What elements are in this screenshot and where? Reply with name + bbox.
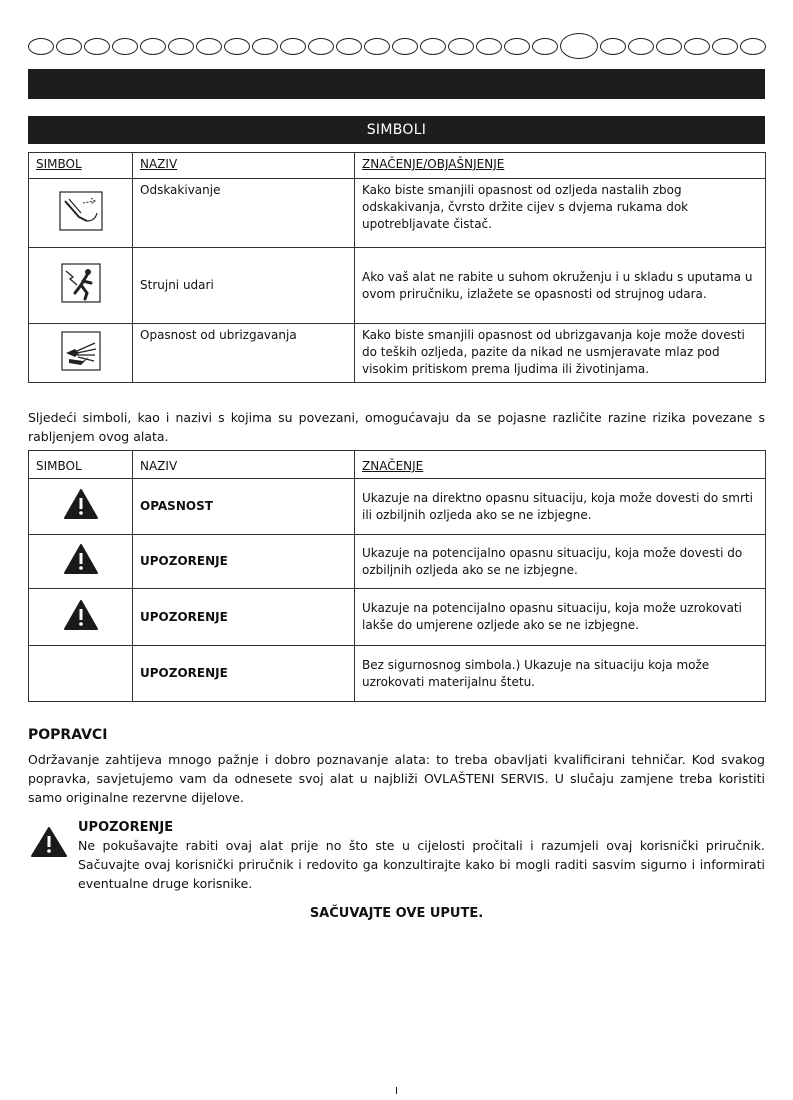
- language-oval: [532, 38, 558, 55]
- language-oval: [336, 38, 362, 55]
- table-row: [29, 479, 766, 535]
- signal-word: UPOZORENJE: [133, 535, 355, 589]
- symbol-name: Strujni udari: [133, 248, 355, 324]
- language-oval: [656, 38, 682, 55]
- language-tab-ovals: [28, 38, 766, 58]
- symbol-cell: [29, 324, 133, 383]
- page-number: I: [395, 1086, 398, 1097]
- signal-meaning: Ukazuje na direktno opasnu situaciju, koja može dovesti do smrti ili ozbiljnih ozljeda ako se ne izbjegne.: [355, 479, 766, 535]
- symbol-cell: [29, 179, 133, 248]
- language-oval: [448, 38, 474, 55]
- symbol-cell: [29, 589, 133, 646]
- language-oval: [112, 38, 138, 55]
- warning-triangle-icon: [63, 543, 99, 575]
- language-oval: [224, 38, 250, 55]
- warning-text: Ne pokušavajte rabiti ovaj alat prije no što ste u cijelosti pročitali i razumjeli ovaj korisnički priručnik. Sačuvajte ovaj korisnički priručnik i redovito ga konzultirajte kako bi mogli raditi sasvim sigurno i informirati eventualne druge korisnike.: [78, 838, 765, 891]
- language-oval: [308, 38, 334, 55]
- language-oval: [476, 38, 502, 55]
- signal-meaning: Ukazuje na potencijalno opasnu situaciju, koja može uzrokovati lakše do umjerene ozljede ako se ne izbjegne.: [355, 589, 766, 646]
- injection-hazard-icon: [61, 331, 101, 371]
- language-oval: [364, 38, 390, 55]
- table-row: [29, 324, 766, 383]
- language-oval: [56, 38, 82, 55]
- language-oval: [168, 38, 194, 55]
- table-header-row: [29, 153, 766, 179]
- signal-word: OPASNOST: [133, 479, 355, 535]
- signal-meaning: Bez sigurnosnog simbola.) Ukazuje na situaciju koja može uzrokovati materijalnu štetu.: [355, 646, 766, 702]
- table-row: [29, 248, 766, 324]
- symbol-cell: [29, 646, 133, 702]
- col-header-symbol: SIMBOL: [29, 451, 133, 479]
- language-oval: [600, 38, 626, 55]
- section-title: SIMBOLI: [28, 116, 765, 144]
- repairs-text: Održavanje zahtijeva mnogo pažnje i dobro poznavanje alata: to treba obavljati kvalificirani tehničar. Kod svakog popravka, savjetujemo vam da odnesete svoj alat u najbliži OVLAŠTENI SERVIS. U slučaju zamjene treba koristiti samo originalne rezervne dijelove.: [28, 752, 765, 805]
- symbol-cell: [29, 479, 133, 535]
- symbol-cell: [29, 535, 133, 589]
- language-oval: [420, 38, 446, 55]
- symbol-name: Odskakivanje: [133, 179, 355, 248]
- language-oval: [684, 38, 710, 55]
- table-row: [29, 535, 766, 589]
- table-header-row: [29, 451, 766, 479]
- language-oval: [252, 38, 278, 55]
- symbol-meaning: Ako vaš alat ne rabite u suhom okruženju i u skladu s uputama u ovom priručniku, izlažete se opasnosti od strujnog udara.: [355, 248, 766, 324]
- language-oval: [740, 38, 766, 55]
- col-header-symbol: SIMBOL: [29, 153, 133, 179]
- language-oval: [28, 38, 54, 55]
- header-bar: [28, 69, 765, 99]
- language-oval: [140, 38, 166, 55]
- warning-triangle-icon: [63, 488, 99, 520]
- language-oval: [196, 38, 222, 55]
- kickback-icon: [59, 191, 103, 231]
- language-oval: [84, 38, 110, 55]
- col-header-name: NAZIV: [133, 451, 355, 479]
- table-row: [29, 646, 766, 702]
- warning-heading: UPOZORENJE: [78, 820, 174, 835]
- table-row: [29, 179, 766, 248]
- repairs-heading: POPRAVCI: [28, 727, 108, 743]
- symbol-meaning: Kako biste smanjili opasnost od ubrizgavanja koje može dovesti do teških ozljeda, pazite da nikad ne usmjeravate mlaz pod visokim pritiskom prema ljudima ili životinjama.: [355, 324, 766, 383]
- warning-triangle-icon: [63, 599, 99, 631]
- language-oval: [504, 38, 530, 55]
- intro-text: Sljedeći simboli, kao i nazivi s kojima su povezani, omogućavaju da se pojasne različite razine rizika povezane s rabljenjem ovog alata.: [28, 410, 765, 444]
- symbol-meaning: Kako biste smanjili opasnost od ozljeda nastalih zbog odskakivanja, čvrsto držite cijev s dvjema rukama dok upotrebljavate čistač.: [355, 179, 766, 248]
- symbol-name: Opasnost od ubrizgavanja: [133, 324, 355, 383]
- language-oval: [712, 38, 738, 55]
- signal-word: UPOZORENJE: [133, 589, 355, 646]
- table-row: [29, 589, 766, 646]
- symbols-table: [28, 152, 766, 383]
- col-header-meaning: ZNAČENJE: [355, 451, 766, 479]
- warning-triangle-icon: [30, 826, 68, 858]
- signal-word: UPOZORENJE: [133, 646, 355, 702]
- col-header-name: NAZIV: [133, 153, 355, 179]
- signal-words-table: [28, 450, 766, 702]
- save-instructions: SAČUVAJTE OVE UPUTE.: [309, 906, 484, 921]
- language-oval: [280, 38, 306, 55]
- language-oval: [392, 38, 418, 55]
- language-oval-active: [560, 33, 598, 59]
- electric-shock-icon: [61, 263, 101, 303]
- col-header-meaning: ZNAČENJE/OBJAŠNJENJE: [355, 153, 766, 179]
- signal-meaning: Ukazuje na potencijalno opasnu situaciju, koja može dovesti do ozbiljnih ozljeda ako se ne izbjegne.: [355, 535, 766, 589]
- language-oval: [628, 38, 654, 55]
- symbol-cell: [29, 248, 133, 324]
